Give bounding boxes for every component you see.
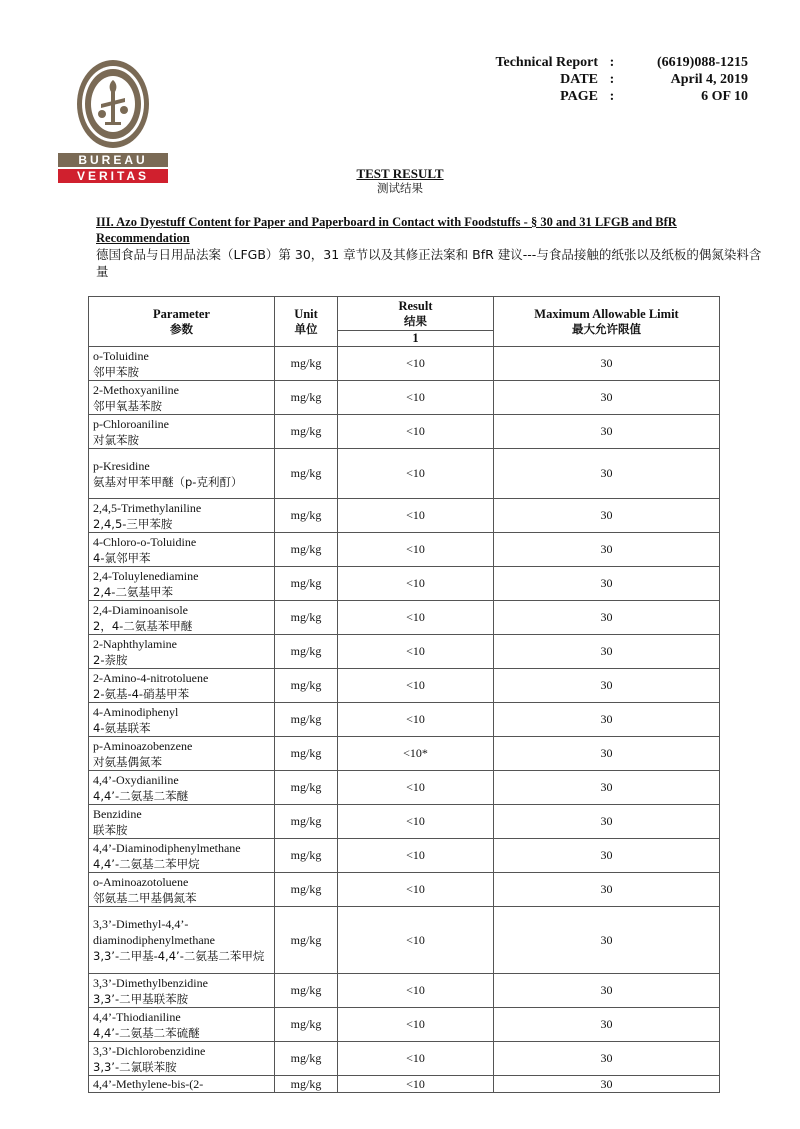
- parameter-name-en: 2-Amino-4-nitrotoluene: [93, 670, 209, 685]
- date-row: [480, 71, 748, 88]
- max-limit-cell: 30: [494, 805, 720, 839]
- parameter-name-en: 3,3’-Dimethyl-4,4’-diaminodiphenylmethane: [93, 917, 215, 947]
- parameter-name-en: 3,3’-Dimethylbenzidine: [93, 975, 208, 990]
- parameter-name-en: 2-Methoxyaniline: [93, 382, 179, 397]
- seal-icon: [75, 58, 151, 150]
- result-cell: <10: [338, 449, 494, 499]
- unit-cell: mg/kg: [275, 601, 338, 635]
- parameter-cell: [89, 635, 275, 669]
- parameter-name-en: 4,4’-Diaminodiphenylmethane: [93, 840, 241, 855]
- parameter-cell: [89, 839, 275, 873]
- unit-cell: mg/kg: [275, 415, 338, 449]
- max-limit-cell: 30: [494, 415, 720, 449]
- max-limit-cell: 30: [494, 907, 720, 974]
- parameter-name-en: 2,4-Toluylenediamine: [93, 568, 199, 583]
- table-row: [89, 839, 720, 873]
- parameter-name-en: 4,4’-Methylene-bis-(2-: [93, 1077, 204, 1091]
- parameter-cell: [89, 907, 275, 974]
- max-limit-cell: 30: [494, 567, 720, 601]
- parameter-cell: [89, 771, 275, 805]
- header-unit: [275, 297, 338, 347]
- table-row: [89, 533, 720, 567]
- parameter-name-en: 4,4’-Oxydianiline: [93, 772, 179, 787]
- parameter-name-en: 2,4,5-Trimethylaniline: [93, 500, 202, 515]
- parameter-cell: [89, 533, 275, 567]
- parameter-name-zh: 4,4’-二氨基二苯甲烷: [93, 856, 200, 871]
- parameter-name-zh: 邻甲苯胺: [93, 364, 139, 379]
- header-unit-en: Unit: [294, 306, 318, 321]
- result-cell: <10: [338, 567, 494, 601]
- colon: :: [609, 89, 615, 104]
- parameter-cell: [89, 669, 275, 703]
- table-row: [89, 805, 720, 839]
- colon: :: [609, 72, 615, 87]
- parameter-cell: [89, 1076, 275, 1093]
- table-body: [89, 347, 720, 1093]
- max-limit-cell: 30: [494, 1076, 720, 1093]
- max-limit-cell: 30: [494, 635, 720, 669]
- parameter-name-zh: 2-氨基-4-硝基甲苯: [93, 686, 190, 701]
- table-row: [89, 601, 720, 635]
- result-cell: <10: [338, 974, 494, 1008]
- result-cell: <10: [338, 1042, 494, 1076]
- parameter-cell: [89, 449, 275, 499]
- table-row: [89, 381, 720, 415]
- parameter-name-zh: 3,3’-二氯联苯胺: [93, 1059, 177, 1074]
- header-parameter-en: Parameter: [153, 306, 210, 321]
- max-limit-cell: 30: [494, 1008, 720, 1042]
- result-cell: <10: [338, 347, 494, 381]
- result-cell: <10: [338, 1008, 494, 1042]
- unit-cell: mg/kg: [275, 737, 338, 771]
- colon: :: [609, 55, 615, 70]
- result-cell: <10: [338, 635, 494, 669]
- unit-cell: mg/kg: [275, 381, 338, 415]
- result-cell: <10: [338, 669, 494, 703]
- table-row: [89, 1042, 720, 1076]
- parameter-cell: [89, 381, 275, 415]
- unit-cell: mg/kg: [275, 805, 338, 839]
- max-limit-cell: 30: [494, 703, 720, 737]
- report-number: (6619)088-1215: [657, 55, 748, 70]
- parameter-name-en: Benzidine: [93, 806, 142, 821]
- table-row: [89, 415, 720, 449]
- max-limit-cell: 30: [494, 974, 720, 1008]
- parameter-name-zh: 4,4’-二氨基二苯醚: [93, 788, 189, 803]
- result-cell: <10: [338, 415, 494, 449]
- unit-cell: mg/kg: [275, 449, 338, 499]
- report-label: Technical Report: [495, 55, 598, 70]
- parameter-name-en: p-Kresidine: [93, 458, 150, 473]
- table-header-row: [89, 297, 720, 331]
- report-meta: [480, 54, 748, 105]
- logo-word-bureau: BUREAU: [58, 153, 168, 167]
- parameter-name-zh: 4,4’-二氨基二苯硫醚: [93, 1025, 200, 1040]
- max-limit-cell: 30: [494, 347, 720, 381]
- unit-cell: mg/kg: [275, 635, 338, 669]
- result-cell: <10: [338, 381, 494, 415]
- parameter-cell: [89, 974, 275, 1008]
- header-unit-zh: 单位: [294, 321, 318, 336]
- table-row: [89, 449, 720, 499]
- table-row: [89, 873, 720, 907]
- parameter-name-zh: 对氯苯胺: [93, 432, 139, 447]
- header-result: [338, 297, 494, 331]
- parameter-name-zh: 邻氨基二甲基偶氮苯: [93, 890, 197, 905]
- parameter-cell: [89, 737, 275, 771]
- report-number-row: [480, 54, 748, 71]
- header-max-limit-en: Maximum Allowable Limit: [534, 306, 679, 321]
- result-cell: <10: [338, 533, 494, 567]
- parameter-cell: [89, 567, 275, 601]
- table-row: [89, 1076, 720, 1093]
- table-row: [89, 703, 720, 737]
- parameter-cell: [89, 805, 275, 839]
- result-cell: <10: [338, 839, 494, 873]
- date-value: April 4, 2019: [670, 72, 748, 87]
- page-title: [0, 166, 800, 196]
- unit-cell: mg/kg: [275, 499, 338, 533]
- header-parameter-zh: 参数: [170, 321, 193, 336]
- parameter-name-en: 2-Naphthylamine: [93, 636, 177, 651]
- unit-cell: mg/kg: [275, 1042, 338, 1076]
- parameter-name-en: p-Chloroaniline: [93, 416, 169, 431]
- table-row: [89, 737, 720, 771]
- logo-word-veritas: VERITAS: [58, 169, 168, 183]
- result-cell: <10: [338, 703, 494, 737]
- unit-cell: mg/kg: [275, 347, 338, 381]
- parameter-name-en: 3,3’-Dichlorobenzidine: [93, 1043, 206, 1058]
- unit-cell: mg/kg: [275, 533, 338, 567]
- unit-cell: mg/kg: [275, 669, 338, 703]
- max-limit-cell: 30: [494, 601, 720, 635]
- result-cell: <10: [338, 805, 494, 839]
- table-row: [89, 771, 720, 805]
- parameter-cell: [89, 415, 275, 449]
- result-cell: <10: [338, 1076, 494, 1093]
- max-limit-cell: 30: [494, 669, 720, 703]
- max-limit-cell: 30: [494, 839, 720, 873]
- unit-cell: mg/kg: [275, 974, 338, 1008]
- parameter-name-zh: 3,3’-二甲基联苯胺: [93, 991, 189, 1006]
- parameter-name-zh: 对氨基偶氮苯: [93, 754, 162, 769]
- date-label: DATE: [560, 72, 598, 87]
- result-cell: <10: [338, 499, 494, 533]
- unit-cell: mg/kg: [275, 873, 338, 907]
- section-heading-en: III. Azo Dyestuff Content for Paper and Paperboard in Contact with Foodstuffs - § 30 and 31 LFGB and BfR Recommendation: [96, 215, 677, 245]
- parameter-name-en: 4-Aminodiphenyl: [93, 704, 179, 719]
- header-parameter: [89, 297, 275, 347]
- table-row: [89, 974, 720, 1008]
- table-row: [89, 567, 720, 601]
- max-limit-cell: 30: [494, 533, 720, 567]
- max-limit-cell: 30: [494, 449, 720, 499]
- table-row: [89, 907, 720, 974]
- result-cell: <10*: [338, 737, 494, 771]
- table-row: [89, 499, 720, 533]
- bureau-veritas-logo: [58, 58, 168, 183]
- parameter-name-zh: 3,3’-二甲基-4,4’-二氨基二苯甲烷: [93, 949, 265, 963]
- parameter-name-zh: 2-萘胺: [93, 652, 128, 667]
- result-cell: <10: [338, 907, 494, 974]
- table-row: [89, 1008, 720, 1042]
- page-label: PAGE: [560, 89, 598, 104]
- parameter-name-zh: 4-氯邻甲苯: [93, 550, 151, 565]
- unit-cell: mg/kg: [275, 907, 338, 974]
- unit-cell: mg/kg: [275, 703, 338, 737]
- parameter-name-en: 4-Chloro-o-Toluidine: [93, 534, 197, 549]
- max-limit-cell: 30: [494, 381, 720, 415]
- parameter-name-en: 4,4’-Thiodianiline: [93, 1009, 181, 1024]
- max-limit-cell: 30: [494, 1042, 720, 1076]
- page-value: 6 OF 10: [701, 89, 748, 104]
- parameter-name-zh: 2，4-二氨基苯甲醚: [93, 618, 193, 633]
- max-limit-cell: 30: [494, 873, 720, 907]
- parameter-name-zh: 联苯胺: [93, 822, 128, 837]
- parameter-name-en: o-Aminoazotoluene: [93, 874, 189, 889]
- parameter-cell: [89, 499, 275, 533]
- header-result-en: Result: [398, 298, 433, 313]
- results-table: [88, 296, 720, 1093]
- parameter-cell: [89, 703, 275, 737]
- header-result-zh: 结果: [404, 313, 427, 328]
- unit-cell: mg/kg: [275, 1008, 338, 1042]
- unit-cell: mg/kg: [275, 567, 338, 601]
- unit-cell: mg/kg: [275, 839, 338, 873]
- parameter-name-zh: 2,4-二氨基甲苯: [93, 584, 173, 599]
- result-cell: <10: [338, 771, 494, 805]
- max-limit-cell: 30: [494, 499, 720, 533]
- header-max-limit: [494, 297, 720, 347]
- header-result-sample: 1: [338, 331, 494, 347]
- unit-cell: mg/kg: [275, 771, 338, 805]
- table-row: [89, 635, 720, 669]
- parameter-name-zh: 4-氨基联苯: [93, 720, 151, 735]
- section-heading: [96, 214, 764, 280]
- parameter-name-zh: 氨基对甲苯甲醚（p-克利酊）: [93, 474, 243, 489]
- title-zh: 测试结果: [377, 181, 423, 195]
- parameter-name-zh: 邻甲氧基苯胺: [93, 398, 162, 413]
- parameter-cell: [89, 1042, 275, 1076]
- result-cell: <10: [338, 601, 494, 635]
- title-en: TEST RESULT: [356, 166, 444, 181]
- table-row: [89, 347, 720, 381]
- parameter-cell: [89, 1008, 275, 1042]
- max-limit-cell: 30: [494, 737, 720, 771]
- section-heading-zh: 德国食品与日用品法案（LFGB）第 30，31 章节以及其修正法案和 BfR 建议---与食品接触的纸张以及纸板的偶氮染料含量: [96, 247, 762, 279]
- header-max-limit-zh: 最大允许限值: [572, 321, 641, 336]
- unit-cell: mg/kg: [275, 1076, 338, 1093]
- parameter-cell: [89, 873, 275, 907]
- table-row: [89, 669, 720, 703]
- parameter-name-zh: 2,4,5-三甲苯胺: [93, 516, 173, 531]
- parameter-cell: [89, 347, 275, 381]
- page-row: [480, 88, 748, 105]
- parameter-name-en: o-Toluidine: [93, 348, 149, 363]
- parameter-name-en: 2,4-Diaminoanisole: [93, 602, 188, 617]
- result-cell: <10: [338, 873, 494, 907]
- max-limit-cell: 30: [494, 771, 720, 805]
- parameter-name-en: p-Aminoazobenzene: [93, 738, 193, 753]
- parameter-cell: [89, 601, 275, 635]
